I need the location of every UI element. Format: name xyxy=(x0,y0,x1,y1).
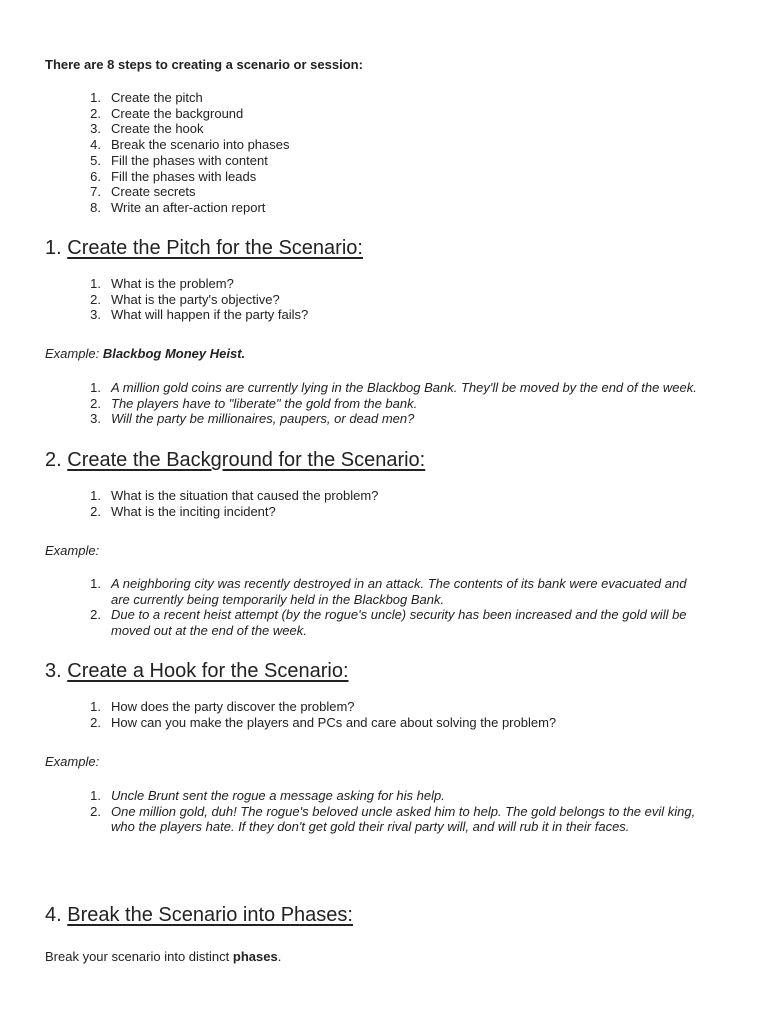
list-item: 2. How can you make the players and PCs and care about solving the problem? xyxy=(90,714,557,730)
intro-text: There are 8 steps to creating a scenario or session: xyxy=(45,57,363,72)
phases-paragraph: Break your scenario into distinct phases. xyxy=(45,949,282,964)
list-item: 1. Create the pitch xyxy=(90,90,203,105)
pitch-examples xyxy=(80,380,697,427)
example-label: Example: Blackbog Money Heist. xyxy=(45,346,246,361)
background-examples xyxy=(80,576,687,639)
list-item: 2. Due to a recent heist attempt (by the rogue's uncle) security has been increased and the gold will be moved out at the end of the week. xyxy=(90,607,687,639)
list-item: 3. Create the hook xyxy=(90,121,204,137)
list-item: 3. Will the party be millionaires, paupers, or dead men? xyxy=(90,411,415,427)
example-label: Example: xyxy=(45,754,100,769)
pitch-questions xyxy=(80,276,308,323)
list-item: 1. A neighboring city was recently destroyed in an attack. The contents of its bank were evacuated and are currently being temporarily held in the Blackbog Bank. xyxy=(90,576,687,607)
list-item: 2. One million gold, duh! The rogue's beloved uncle asked him to help. The gold belongs to the evil king, who the players hate. If they don't get gold their rival party will, and will rub it in their faces. xyxy=(90,803,696,835)
list-item: 1. What is the situation that caused the problem? xyxy=(90,488,379,503)
list-item: 1. How does the party discover the problem? xyxy=(90,699,355,714)
list-item: 1. What is the problem? xyxy=(90,276,234,291)
section-heading-hook: 3. Create a Hook for the Scenario: xyxy=(45,660,349,682)
list-item: 2. What is the party's objective? xyxy=(90,291,280,307)
steps-list xyxy=(80,90,290,216)
section-heading-pitch: 1. Create the Pitch for the Scenario: xyxy=(45,237,363,259)
list-item: 7. Create secrets xyxy=(90,184,196,200)
hook-questions xyxy=(80,699,556,730)
section-heading-phases: 4. Break the Scenario into Phases: xyxy=(45,904,353,926)
list-item: 6. Fill the phases with leads xyxy=(90,168,257,184)
list-item: 8. Write an after-action report xyxy=(90,199,266,215)
hook-examples xyxy=(80,788,695,835)
list-item: 2. The players have to "liberate" the gold from the bank. xyxy=(90,395,418,411)
list-item: 2. What is the inciting incident? xyxy=(90,503,276,519)
list-item: 3. What will happen if the party fails? xyxy=(90,307,309,323)
list-item: 1. A million gold coins are currently lying in the Blackbog Bank. They'll be moved by the end of the week. xyxy=(90,380,697,395)
list-item: 5. Fill the phases with content xyxy=(90,152,268,168)
list-item: 2. Create the background xyxy=(90,105,244,121)
background-questions xyxy=(80,488,378,519)
list-item: 4. Break the scenario into phases xyxy=(90,137,290,153)
section-heading-background: 2. Create the Background for the Scenario: xyxy=(45,449,426,471)
list-item: 1. Uncle Brunt sent the rogue a message asking for his help. xyxy=(90,788,445,803)
example-label: Example: xyxy=(45,543,100,558)
